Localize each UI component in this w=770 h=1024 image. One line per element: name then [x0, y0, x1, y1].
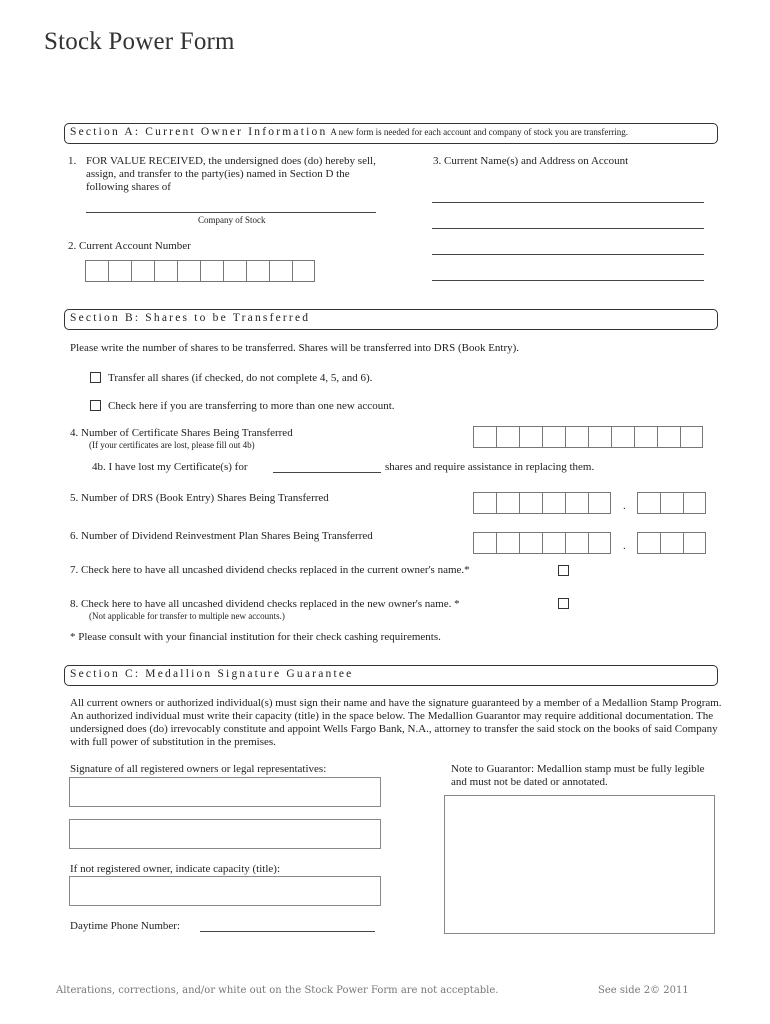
current-owner-checks-checkbox[interactable]: [558, 565, 569, 576]
item-4-sub: (If your certificates are lost, please fill out 4b): [89, 440, 255, 450]
address-line-3[interactable]: [432, 254, 704, 255]
transfer-all-checkbox[interactable]: [90, 372, 101, 383]
address-line-2[interactable]: [432, 228, 704, 229]
item-1-number: 1.: [68, 155, 77, 167]
item-2-label: 2. Current Account Number: [68, 240, 191, 252]
address-line-4[interactable]: [432, 280, 704, 281]
capacity-label: If not registered owner, indicate capacity (title):: [70, 863, 280, 875]
item-6-label: 6. Number of Dividend Reinvestment Plan Shares Being Transferred: [70, 530, 373, 542]
item-5-label: 5. Number of DRS (Book Entry) Shares Being Transferred: [70, 492, 329, 504]
decimal-point: .: [623, 540, 626, 552]
item-4-label: 4. Number of Certificate Shares Being Transferred: [70, 427, 293, 439]
multiple-accounts-checkbox[interactable]: [90, 400, 101, 411]
lost-certificate-line[interactable]: [273, 472, 381, 473]
drip-fraction-boxes[interactable]: [637, 532, 706, 554]
signature-box-1[interactable]: [69, 777, 381, 807]
guarantor-note: Note to Guarantor: Medallion stamp must be fully legible and must not be dated or annotated.: [451, 763, 705, 788]
footnote: * Please consult with your financial institution for their check cashing requirements.: [70, 631, 441, 643]
address-line-1[interactable]: [432, 202, 704, 203]
company-line[interactable]: [86, 212, 376, 213]
section-a-title: Section A: Current Owner Information: [70, 126, 328, 138]
phone-label: Daytime Phone Number:: [70, 920, 180, 932]
new-owner-checks-checkbox[interactable]: [558, 598, 569, 609]
decimal-point: .: [623, 500, 626, 512]
company-label: Company of Stock: [198, 215, 266, 225]
medallion-stamp-box[interactable]: [444, 795, 715, 934]
item-4b-label-end: shares and require assistance in replacing them.: [385, 461, 595, 473]
item-1-text: FOR VALUE RECEIVED, the undersigned does (do) hereby sell, assign, and transfer to the party(ies) named in Section D the following shares of: [86, 155, 376, 193]
drs-fraction-boxes[interactable]: [637, 492, 706, 514]
section-b-intro: Please write the number of shares to be transferred. Shares will be transferred into DRS (Book Entry).: [70, 342, 520, 354]
item-3-label: 3. Current Name(s) and Address on Account: [433, 155, 629, 167]
signature-label: Signature of all registered owners or legal representatives:: [70, 763, 327, 775]
account-number-boxes[interactable]: [85, 260, 315, 282]
footer-page-info: See side 2© 2011: [598, 985, 689, 996]
capacity-box[interactable]: [69, 876, 381, 906]
section-a-header: [64, 123, 718, 144]
signature-box-2[interactable]: [69, 819, 381, 849]
section-b-header: [64, 309, 718, 330]
item-8-label: 8. Check here to have all uncashed dividend checks replaced in the new owner's name. *: [70, 598, 460, 610]
phone-line[interactable]: [200, 931, 375, 932]
certificate-shares-boxes[interactable]: [473, 426, 703, 448]
section-c-title: Section C: Medallion Signature Guarantee: [70, 668, 354, 680]
drs-shares-boxes[interactable]: [473, 492, 611, 514]
section-c-paragraph: All current owners or authorized individual(s) must sign their name and have the signature guaranteed by a member of a Medallion Stamp Program. An authorized individual must write their capacity (title) in the space below. The Medallion Guarantor may require additional documentation. The undersigned does (do) irrevocably constitute and appoint Wells Fargo Bank, N.A., attorney to transfer the said stock on the books of said Company with full power of substitution in the premises.: [70, 697, 722, 748]
section-c-header: [64, 665, 718, 686]
page-title: Stock Power Form: [44, 28, 235, 55]
item-4b-label: 4b. I have lost my Certificate(s) for: [92, 461, 248, 473]
section-b-title: Section B: Shares to be Transferred: [70, 312, 311, 324]
footer-disclaimer: Alterations, corrections, and/or white out on the Stock Power Form are not acceptable.: [56, 985, 499, 996]
item-8-sub: (Not applicable for transfer to multiple new accounts.): [89, 611, 285, 621]
drip-shares-boxes[interactable]: [473, 532, 611, 554]
multiple-accounts-label: Check here if you are transferring to more than one new account.: [108, 400, 395, 412]
section-a-note: A new form is needed for each account and company of stock you are transferring.: [330, 127, 629, 137]
item-7-label: 7. Check here to have all uncashed dividend checks replaced in the current owner's name.*: [70, 564, 470, 576]
transfer-all-label: Transfer all shares (if checked, do not complete 4, 5, and 6).: [108, 372, 373, 384]
